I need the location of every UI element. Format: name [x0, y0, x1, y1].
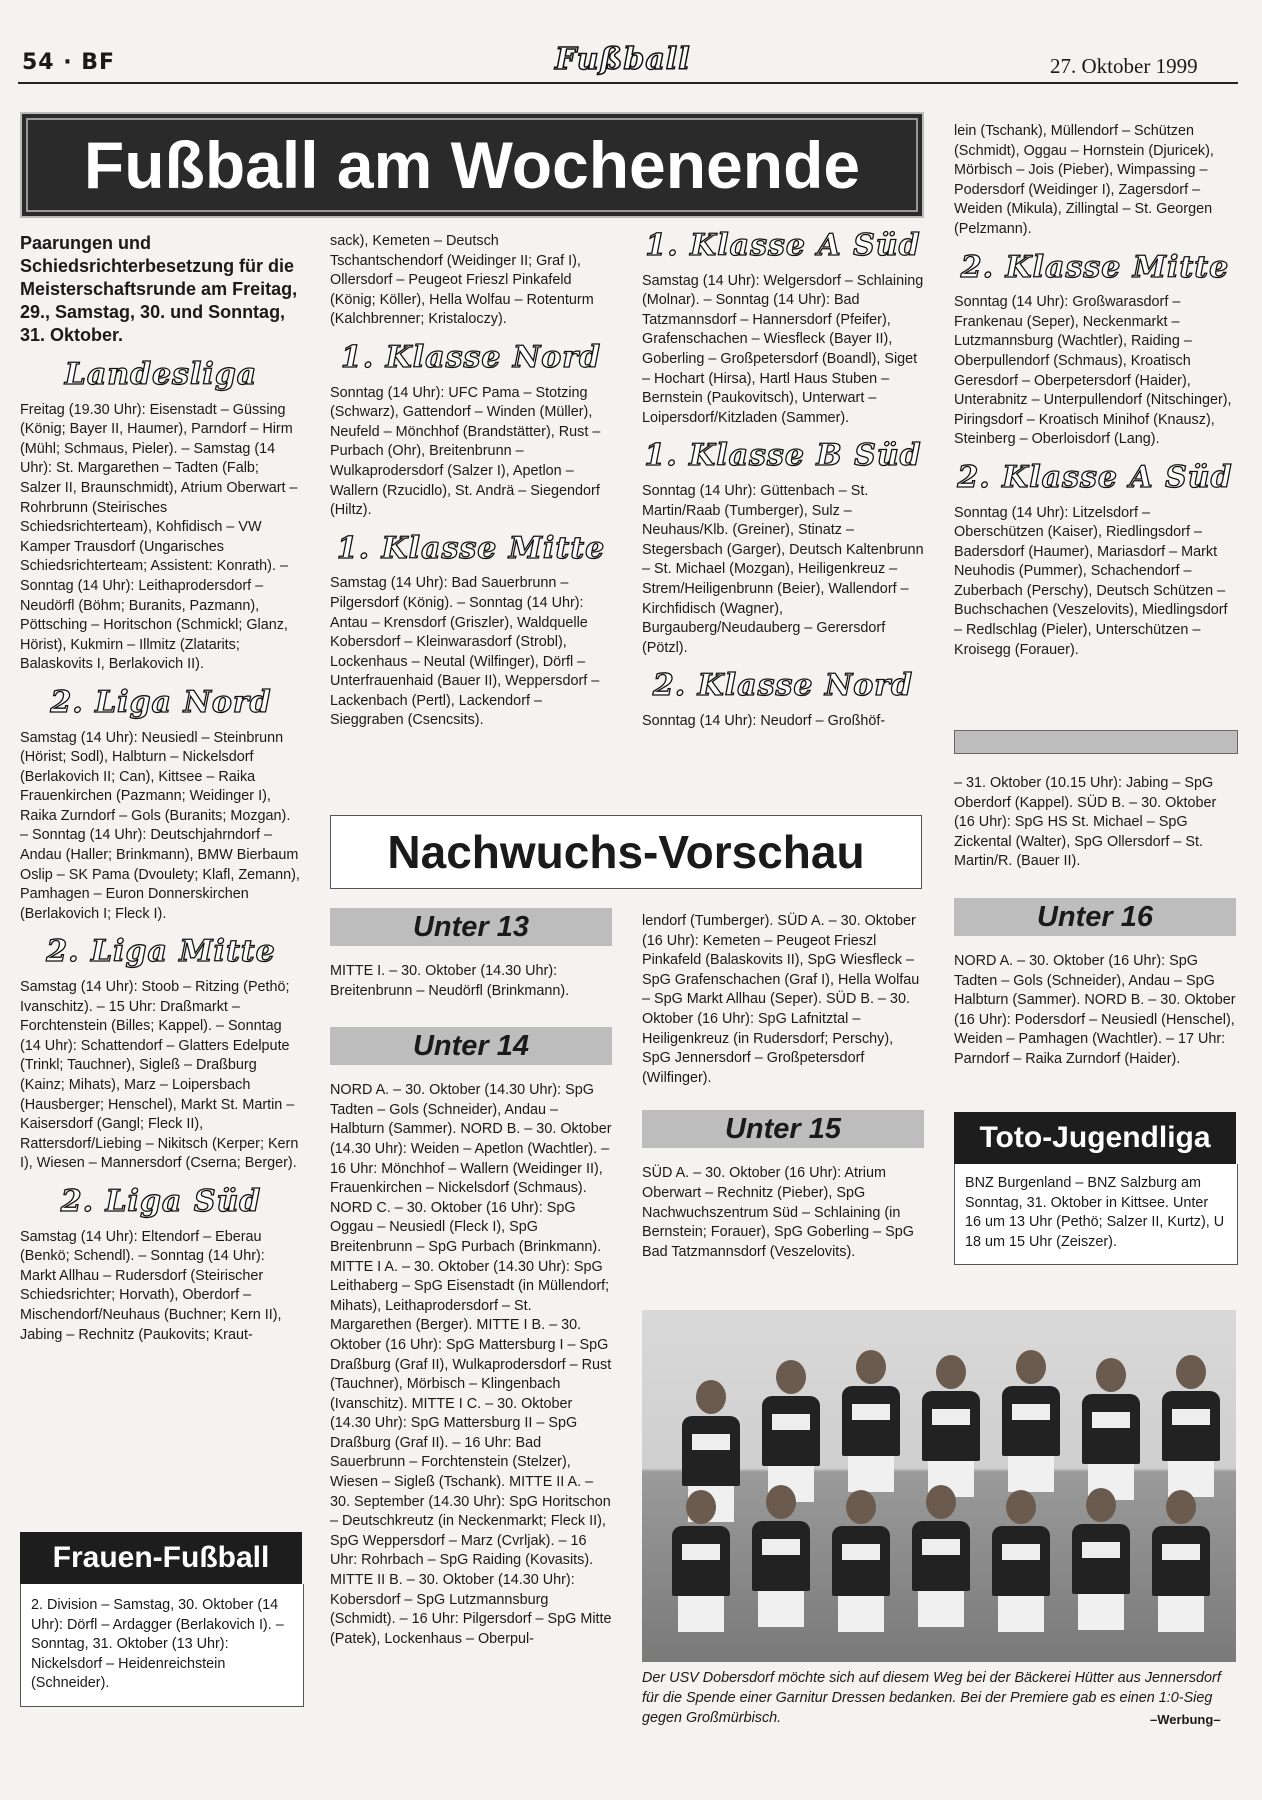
player-figure	[762, 1360, 820, 1502]
column-2	[330, 232, 612, 735]
unter-16-text: NORD A. – 30. Oktober (16 Uhr): SpG Tadten – Gols (Schneider), Andau – SpG Halbturn (Sammer). NORD B. – 30. Oktober (16 Uhr): Podersdorf – Neusiedl (Henschel), Weiden – Pamhagen (Wachtler). – 17 Uhr: Parndorf – Raika Zurndorf (Haider).	[954, 953, 1236, 1067]
heading-1-klasse-a-sued: 1. Klasse A Süd	[645, 228, 921, 263]
team-photo	[642, 1310, 1236, 1662]
section-title: Fußball	[555, 42, 691, 77]
heading-frauen-fussball: Frauen-Fußball	[20, 1532, 302, 1584]
player-figure	[1072, 1488, 1130, 1630]
grey-divider	[954, 730, 1238, 754]
player-figure	[842, 1350, 900, 1492]
heading-toto-jugendliga: Toto-Jugendliga	[954, 1112, 1236, 1164]
heading-liga2-nord: 2. Liga Nord	[50, 684, 272, 720]
unter-13-text: MITTE I. – 30. Oktober (14.30 Uhr): Breitenbrunn – Neudörfl (Brinkmann).	[330, 963, 570, 999]
1-klasse-mitte-text: Samstag (14 Uhr): Bad Sauerbrunn – Pilgersdorf (König). – Sonntag (14 Uhr): Antau – Krensdorf (Griszler), Waldquelle Kobersdorf – Kleinwarasdorf (Strobl), Lockenhaus – Neutal (Wilfinger), Dörfl – Unterfrauenhaid (Bauer II), Weppersdorf – Lackenbach (Pertl), Lackendorf – Sieggraben (Csencsits).	[330, 575, 600, 729]
player-figure	[1002, 1350, 1060, 1492]
1-klasse-nord-text: Sonntag (14 Uhr): UFC Pama – Stotzing (Schwarz), Gattendorf – Winden (Müller), Neufeld – Mönchhof (Brandstätter), Rust – Purbach (Ohr), Breitenbrunn – Wulkaprodersdorf (Salzer I), Apetlon – Wallern (Rzucidlo), St. Andrä – Siegendorf (Hiltz).	[330, 384, 601, 519]
nachwuchs-column-3	[642, 912, 924, 1266]
player-figure	[922, 1355, 980, 1497]
advertisement-label: –Werbung–	[1150, 1712, 1221, 1727]
frauen-text: 2. Division – Samstag, 30. Oktober (14 Uhr): Dörfl – Ardagger (Berlakovich I). – Sonntag, 31. Oktober (13 Uhr): Nickelsdorf – Heidenreichstein (Schneider).	[31, 1597, 284, 1692]
player-figure	[752, 1485, 810, 1627]
col4-continuation: lein (Tschank), Müllendorf – Schützen (Schmidt), Oggau – Hornstein (Djuricek), Mörbisch – Jois (Pieber), Wimpassing – Podersdorf (Weidinger I), Zagersdorf – Weiden (Mikula), Zillingtal – St. Georgen (Pelzmann).	[954, 123, 1214, 237]
unter-16-section	[954, 898, 1236, 1074]
nachwuchs-column-2	[330, 908, 612, 1653]
liga2-nord-text: Samstag (14 Uhr): Neusiedl – Steinbrunn (Hörist; Sodl), Halbturn – Nickelsdorf (Berlakovich II; Can), Kittsee – Raika Frauenkirchen (Pazmann; Weidinger I), Raika Zurndorf – Gols (Buranits; Mozgan). – Sonntag (14 Uhr): Deutschjahrndorf – Andau (Haller; Brinkmann), BMW Bierbaum Oslip – SK Pama (Dvoulety; Klafl, Zemann), Pamhagen – Euron Donnerskirchen (Berlakovich I; Fleck I).	[20, 729, 300, 922]
heading-nachwuchs-vorschau: Nachwuchs-Vorschau	[330, 815, 922, 889]
heading-1-klasse-nord: 1. Klasse Nord	[340, 339, 602, 375]
col4-cont2-text: – 31. Oktober (10.15 Uhr): Jabing – SpG Oberdorf (Kappel). SÜD B. – 30. Oktober (16 Uhr): SpG HS St. Michael – SpG Zickental (Walter), SpG Ollersdorf – St. Martin/R. (Bauer II).	[954, 775, 1217, 870]
heading-unter-16: Unter 16	[954, 898, 1236, 936]
frauen-box	[20, 1584, 304, 1707]
player-figure	[1162, 1355, 1220, 1497]
heading-liga2-mitte: 2. Liga Mitte	[46, 934, 276, 970]
toto-text: BNZ Burgenland – BNZ Salzburg am Sonntag, 31. Oktober in Kittsee. Unter 16 um 13 Uhr (Pethö; Salzer II, Kurtz), U 18 um 15 Uhr (Zeiszer).	[965, 1175, 1225, 1250]
column-4	[954, 122, 1236, 664]
page-number: 54 · BF	[22, 50, 116, 75]
player-figure	[832, 1490, 890, 1632]
2-klasse-a-sued-text: Sonntag (14 Uhr): Litzelsdorf – Oberschützen (Kaiser), Riedlingsdorf – Badersdorf (Haumer), Mariasdorf – Markt Neuhodis (Pummer), Schachendorf – Zuberbach (Perschy), Deutsch Schützen – Buchschachen (Veszelovits), Miedlingsdorf – Redlschlag (Pieler), Unterschützen – Kroisegg (Forauer).	[954, 504, 1228, 658]
landesliga-text: Freitag (19.30 Uhr): Eisenstadt – Güssing (König; Bayer II, Haumer), Parndorf – Hirm (Mühl; Schmaus, Pieler). – Samstag (14 Uhr): St. Margarethen – Tadten (Falb; Salzer II, Braunschmidt), Atrium Oberwart – Rohrbrunn (Steirisches Schiedsrichterteam), Kohfidisch – VW Kamper Trausdorf (Ungarisches Schiedsrichterteam; Assistent: Konrath). – Sonntag (14 Uhr): Leithaprodersdorf – Neudörfl (Böhm; Buranits, Pazmann), Pöttsching – Horitschon (Schmickl; Glanz, Hörist), Kukmirn – Illmitz (Zlatarits; Balaskovits I, Berlakovich II).	[20, 401, 298, 673]
heading-2-klasse-a-sued: 2. Klasse A Süd	[957, 459, 1233, 495]
2-klasse-nord-text: Sonntag (14 Uhr): Neudorf – Großhöf-	[642, 712, 886, 729]
photo-caption: Der USV Dobersdorf möchte sich auf diesem Weg bei der Bäckerei Hütter aus Jennersdorf für die Spende einer Garnitur Dressen bedanken. Bei der Premiere gab es einen 1:0-Sieg gegen Großmürbisch.	[642, 1670, 1221, 1726]
heading-liga2-sued: 2. Liga Süd	[60, 1183, 262, 1219]
column-1	[20, 232, 302, 1349]
heading-2-klasse-nord: 2. Klasse Nord	[652, 668, 914, 704]
player-figure	[1152, 1490, 1210, 1632]
main-headline: Fußball am Wochenende	[20, 112, 924, 218]
nachwuchs-col3-continuation: lendorf (Tumberger). SÜD A. – 30. Oktober (16 Uhr): Kemeten – Peugeot Frieszl Pinkafeld (Balaskovits II), SpG Wiesfleck – SpG Grafenschachen (Graf I), Hella Wolfau – SpG Markt Allhau (Seper). SÜD B. – 30. Oktober (16 Uhr): SpG Lafnitztal – Heiligenkreuz (in Rudersdorf; Perschy), SpG Jennersdorf – Großpetersdorf (Wilfinger).	[642, 913, 920, 1086]
liga2-mitte-text: Samstag (14 Uhr): Stoob – Ritzing (Pethö; Ivanschitz). – 15 Uhr: Draßmarkt – Forchtenstein (Billes; Kappel). – Sonntag (14 Uhr): Schattendorf – Glatters Edelpute (Trinkl; Tauchner), Sigleß – Draßburg (Kainz; Mihats), Marz – Loipersbach (Hausberger; Henschel), Markt St. Martin – Kaisersdorf (Gangl; Fleck II), Rattersdorf/Liebing – Nikitsch (Kerper; Kern I), Wiesen – Mannersdorf (Cserna; Berger).	[20, 979, 299, 1172]
heading-1-klasse-b-sued: 1. Klasse B Süd	[644, 438, 922, 474]
header-rule	[18, 82, 1238, 84]
player-figure	[672, 1490, 730, 1632]
2-klasse-mitte-text: Sonntag (14 Uhr): Großwarasdorf – Frankenau (Seper), Neckenmarkt – Lutzmannsburg (Wachtler), Raiding – Oberpullendorf (Schmaus), Kroatisch Geresdorf – Oberpetersdorf (Haider), Unterabnitz – Unterpullendorf (Nitschinger), Piringsdorf – Kroatisch Minihof (Knausz), Steinberg – Oberloisdorf (Lang).	[954, 294, 1232, 448]
player-figure	[912, 1485, 970, 1627]
liga2-sued-text: Samstag (14 Uhr): Eltendorf – Eberau (Benkö; Schendl). – Sonntag (14 Uhr): Markt Allhau – Rudersdorf (Steirischer Schiedsrichter; Horvath), Oberdorf – Mischendorf/Neuhaus (Buchner; Kern II), Jabing – Rechnitz (Paukovits; Kraut-	[20, 1228, 282, 1343]
heading-1-klasse-mitte: 1. Klasse Mitte	[336, 530, 606, 566]
1-klasse-b-sued-text: Sonntag (14 Uhr): Güttenbach – St. Martin/Raab (Tumberger), Sulz – Neuhaus/Klb. (Greiner), Stinatz – Stegersbach (Garger), Deutsch Kaltenbrunn – St. Michael (Mozgan), Heiligenkreuz – Strem/Heiligenbrunn (Beier), Wallendorf – Kirchfidisch (Wagner), Burgauberg/Neudauberg – Gerersdorf (Pötzl).	[642, 482, 924, 656]
column-3	[642, 228, 924, 735]
heading-landesliga: Landesliga	[64, 357, 258, 392]
toto-box	[954, 1164, 1238, 1265]
player-figure	[1082, 1358, 1140, 1500]
heading-unter-14: Unter 14	[330, 1027, 612, 1065]
1-klasse-a-sued-text: Samstag (14 Uhr): Welgersdorf – Schlaining (Molnar). – Sonntag (14 Uhr): Bad Tatzmannsdorf – Hannersdorf (Pfeifer), Grafenschachen – Wiesfleck (Bayer II), Goberling – Großpetersdorf (Boandl), Siget – Hochart (Hirsa), Hartl Haus Stuben – Bernstein (Paukovitsch), Unterwart – Loipersdorf/Kitzladen (Sammer).	[642, 272, 924, 426]
heading-unter-13: Unter 13	[330, 908, 612, 946]
intro-text: Paarungen und Schiedsrichterbesetzung für die Meisterschaftsrunde am Freitag, 29., Samstag, 30. und Sonntag, 31. Oktober.	[20, 233, 298, 345]
unter-15-text: SÜD A. – 30. Oktober (16 Uhr): Atrium Oberwart – Rechnitz (Pieber), SpG Nachwuchszentrum Süd – Schlaining (in Bernstein; Forauer), SpG Goberling – SpG Bad Tatzmannsdorf (Veszelovits).	[642, 1165, 914, 1260]
col4-nachwuchs-continuation	[954, 774, 1236, 876]
player-figure	[992, 1490, 1050, 1632]
issue-date: 27. Oktober 1999	[1050, 54, 1198, 78]
unter-14-text: NORD A. – 30. Oktober (14.30 Uhr): SpG Tadten – Gols (Schneider), Andau – Halbturn (Sammer). NORD B. – 30. Oktober (14.30 Uhr): Weiden – Apetlon (Wachtler). – 16 Uhr: Mönchhof – Wallern (Weidinger II), Frauenkirchen – Nickelsdorf (Schmaus). NORD C. – 30. Oktober (16 Uhr): SpG Oggau – Neusiedl (Fleck I), SpG Breitenbrunn – SpG Purbach (Brinkmann). MITTE I A. – 30. Oktober (14.30 Uhr): SpG Leithaberg – SpG Eisenstadt (in Müllendorf; Mihats), Leithaprodersdorf – St. Margarethen (Berger). MITTE I B. – 30. Oktober (16 Uhr): SpG Mattersburg I – SpG Draßburg (Graf II), Wulkaprodersdorf – Rust (Tauchner), Mörbisch – Klingenbach (Ivanschitz). MITTE I C. – 30. Oktober (14.30 Uhr): SpG Mattersburg II – SpG Draßburg (Graf II). – 16 Uhr: Bad Sauerbrunn – Forchtenstein (Stelzer), Wiesen – Sigleß (Tschank). MITTE II A. – 30. September (14.30 Uhr): SpG Horitschon – Deutschkreutz (in Neckenmarkt; Fleck II), SpG Weppersdorf – Marz (Cvrljak). – 16 Uhr: Rohrbach – SpG Raiding (Kovasits). MITTE II B. – 30. Oktober (14.30 Uhr): Kobersdorf – SpG Lutzmannsburg (Schmidt). – 16 Uhr: Pilgersdorf – SpG Mitte (Patek), Lockenhaus – Oberpul-	[330, 1082, 612, 1647]
col2-continuation: sack), Kemeten – Deutsch Tschantschendorf (Weidinger II; Graf I), Ollersdorf – Peugeot Frieszl Pinkafeld (König; Köller), Hella Wolfau – Rotenturm (Kalchbrenner; Kristaloczy).	[330, 233, 594, 328]
heading-2-klasse-mitte: 2. Klasse Mitte	[960, 249, 1230, 285]
heading-unter-15: Unter 15	[642, 1110, 924, 1148]
